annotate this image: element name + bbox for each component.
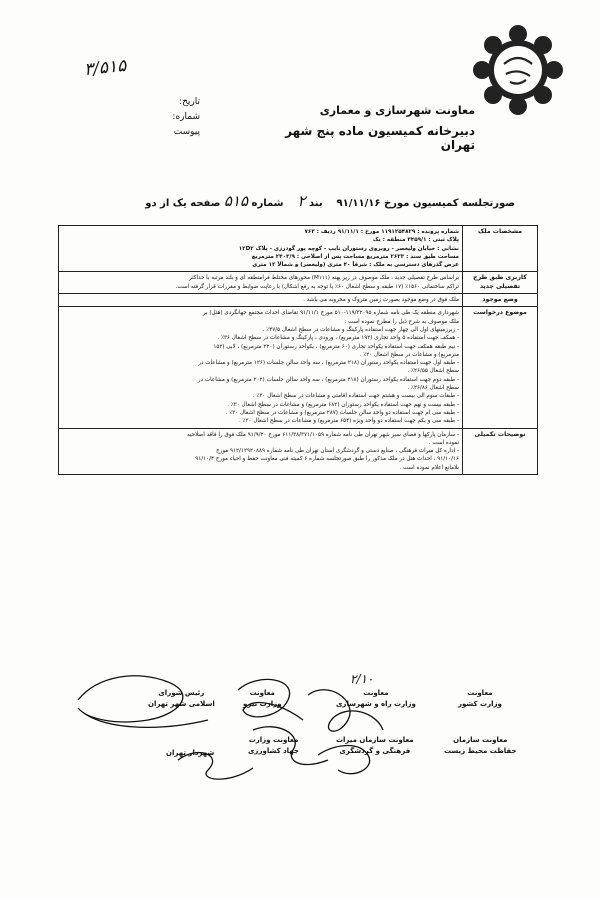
- defense-label: [248, 735, 299, 757]
- heritage-sub: فرهنگی و گردشگری: [339, 747, 411, 755]
- meta-date: تاریخ:: [179, 97, 200, 107]
- doc-page-text: صفحه یک از دو: [145, 198, 221, 209]
- row-line: شماره پرونده : ۱۱۹۱۲۵۴۸۲۹ مورخ : ۹۱/۱۱/۱ ردیف : ۷۶۳: [304, 229, 459, 235]
- row-line: سطح اشغال ۲۶/۵۵٪ .: [407, 368, 459, 375]
- heritage-deputy-title: معاونت سازمان میراث: [336, 736, 414, 744]
- energy-ministry: وزارت نیرو: [243, 700, 282, 708]
- row-line: - زیرزمینهای اول الی چهار جهت استفاده پارکینگ و مشاعات در سطح اشغال ۴۷/۵٪ .: [262, 326, 459, 333]
- row-line: - طبقه سی ام جهت استفاده دو واحد سالن جلسات (۲۸۷ مترمربع) و مشاعات در سطح اشغال ۳۰٪ .: [225, 409, 459, 416]
- handwritten-mark: ۲/۱۰: [350, 672, 374, 686]
- row-line: - طبقه سی و یکم جهت استفاده دو واحد ویژه (۶۵۴ مترمربع) و مشاعات در سطح اشغال ۳۰٪ .: [238, 418, 459, 425]
- energy-deputy-title: معاونت: [249, 689, 275, 697]
- row-content: [59, 226, 463, 272]
- row-line: - طبقات سوم الی بیست و هشتم جهت استفاده اقامتی و مشاعات در سطح اشغال ۳۰٪ .: [252, 393, 459, 400]
- row-line: - طبقه دوم جهت استفاده یکواحد رستوران (۲۱۸ مترمربع) ، سه واحد سالن جلسات (۲۰۲ مترمربع) و مشاعات در: [197, 376, 459, 383]
- row-line: ملک موصوف به شرح ذیل را مطرح نموده است :: [344, 318, 459, 325]
- row-line: نشانی : خیابان ولیعصر - روبروی رستوران نایب - کوچه پور گودرزی - پلاک ۱۲D۲: [238, 245, 459, 252]
- doc-band-value: ۲: [297, 192, 306, 210]
- document-header-line: [60, 192, 515, 210]
- road-deputy-label: [336, 688, 416, 710]
- row-line: بلامانع اعلام نموده است .: [399, 464, 459, 471]
- env-deputy-title: معاونت سازمان: [453, 736, 508, 744]
- row-line: سطح اشغال ۲۶/۸۶٪ .: [407, 385, 459, 392]
- tehran-municipality-logo-icon: [468, 20, 568, 120]
- council-head-label: [148, 688, 215, 710]
- row-line: - اداره کل میراث فرهنگی ، صنایع دستی و گردشگری استان تهران طی نامه شماره ۹۱۲/۱۲۹۲۰۸۸۹ مورخ: [216, 448, 459, 455]
- row-content: [59, 307, 463, 428]
- defense-title: معاونت وزارت: [248, 736, 299, 744]
- defense-sub: جهاد کشاورزی: [248, 747, 299, 755]
- row-label: موضوع درخواست: [463, 307, 538, 428]
- energy-deputy-label: [243, 688, 281, 710]
- handwritten-number: ۳/۵۱۵: [83, 55, 128, 81]
- env-deputy-label: [444, 735, 517, 757]
- council-head-title: رئیس شورای: [158, 689, 205, 697]
- org-line-2: دبیرخانه کمیسیون ماده پنج شهر تهران: [285, 124, 475, 152]
- row-label: وضع موجود: [463, 294, 538, 307]
- signature-scribbles: [58, 660, 538, 800]
- meta-attachment: پیوست: [173, 127, 200, 137]
- row-current-status: [59, 294, 538, 307]
- row-label: توضیحات تکمیلی: [463, 428, 538, 474]
- row-line: - همکف جهت استفاده ۵ واحد تجاری (۱۹۲ مترمربع) ، ورودی ، پارکینگ و مشاعات در سطح اشغال ۳۶٪ .: [217, 335, 459, 342]
- row-request-subject: [59, 307, 538, 428]
- row-line: مترمربع) و مشاعات در سطح اشغال ۲۰٪ .: [359, 351, 459, 358]
- row-line: شهرداری منطقه یک طی نامه شماره ۱۱۹/۳۲۰۹۵-۵۱۰ مورخ ۹۱/۱۱/۱ تقاضای احداث مجتمع جهانگردی (هتل) بر: [202, 310, 459, 317]
- mayor-label: شهردار تهران: [166, 749, 215, 757]
- interior-deputy-label: [458, 688, 502, 710]
- meta-block: [120, 95, 200, 140]
- row-line: ملک فوق در وضع موجود بصورت زمین متروک و مخروبه می باشد .: [303, 297, 459, 304]
- interior-ministry: وزارت کشور: [458, 700, 502, 708]
- row-content: [59, 428, 463, 474]
- interior-deputy-title: معاونت: [467, 689, 493, 697]
- row-line: - طبقه اول جهت استفاده یکواحد رستوران (۲۱۸ مترمربع) ، سه واحد سالن جلسات (۱۲۶ مترمربع) و مشاعات در: [198, 360, 459, 367]
- heritage-deputy-label: [336, 735, 414, 757]
- doc-date-prefix: صورتجلسه کمیسیون مورخ ۹۱/۱۱/۱۶: [336, 198, 515, 209]
- row-label: کاربری طبق طرح تفصیلی جدید: [463, 272, 538, 294]
- signatures-area: [58, 660, 538, 800]
- doc-number-value: ۵۱۵: [223, 192, 249, 210]
- doc-number-label: شماره: [251, 198, 284, 209]
- row-line: پلاک ثبتی : ۳۴۵۹/۱ منطقه : یک: [372, 237, 459, 244]
- row-additional-notes: [59, 428, 538, 474]
- council-head-sub: اسلامی شهر تهران: [148, 700, 215, 708]
- env-sub: حفاظت محیط زیست: [444, 747, 517, 755]
- row-label: مشخصات ملک: [463, 226, 538, 272]
- doc-band-label: بند: [308, 198, 323, 209]
- row-content: [59, 294, 463, 307]
- row-line: ۹۱/۱۰/۱۶ ، احداث هتل در ملک مذکور را طبق صورتجلسه شماره ۶ کمیته فنی معاونت حفظ و احیاء مورخ ۹۱/۱۰/۴: [195, 456, 459, 463]
- row-property-details: [59, 226, 538, 272]
- row-land-use: [59, 272, 538, 294]
- row-content: [59, 272, 463, 294]
- row-line: تراکم ساختمانی ۱۵۶۰٪ (۱۷ طبقه و سطح اشغال ۶۰٪ با توجه به رفع اشکال) با رعایت ضوابط و مقررات قرار گرفته است.: [175, 283, 459, 290]
- minutes-table: [58, 225, 538, 475]
- meta-number: شماره:: [172, 112, 200, 122]
- row-line: نموده است .: [428, 439, 459, 446]
- row-line: - نیم طبقه همکف جهت استفاده یکواحد تجاری (۶۰ مترمربع) ، یکواحد رستوران (۲۲۰ مترمربع) ، لابی (۱۵۲: [213, 343, 459, 350]
- road-ministry: وزارت راه و شهرسازی: [336, 700, 416, 708]
- row-line: عرض گذرهای دسترسی به ملک : شرقاً ۴۰ متری (ولیعصر) و شمالاً ۱۲ متری: [252, 262, 459, 269]
- row-line: مساحت طبق سند : ۲۶۳۳ مترمربع مساحت پس از اصلاحی : ۲۴۰۳/۹ مترمربع: [251, 253, 459, 260]
- road-deputy-title: معاونت: [363, 689, 389, 697]
- row-line: براساس طرح تفصیلی جدید ، ملک موصوف در زیر پهنه (M۱۱۱) محورهای مختلط فرامنطقه ای و بلند مرتبه با حداکثر: [189, 275, 459, 282]
- row-line: - طبقه بیست و نهم جهت استفاده یکواحد رستوران (۶۸۲ مترمربع) و مشاعات در سطح اشغال ۳۰٪ .: [227, 401, 459, 408]
- row-line: - سازمان پارکها و فضای سبز شهر تهران طی نامه شماره ۶۱۱/۳۸/۳۷۱/۱۰۵۹ مورخ ۹۱/۹/۲۰ ملک فوق را فاقد اصلاحیه: [187, 431, 459, 438]
- org-line-1: معاونت شهرسازی و معماری: [319, 104, 475, 117]
